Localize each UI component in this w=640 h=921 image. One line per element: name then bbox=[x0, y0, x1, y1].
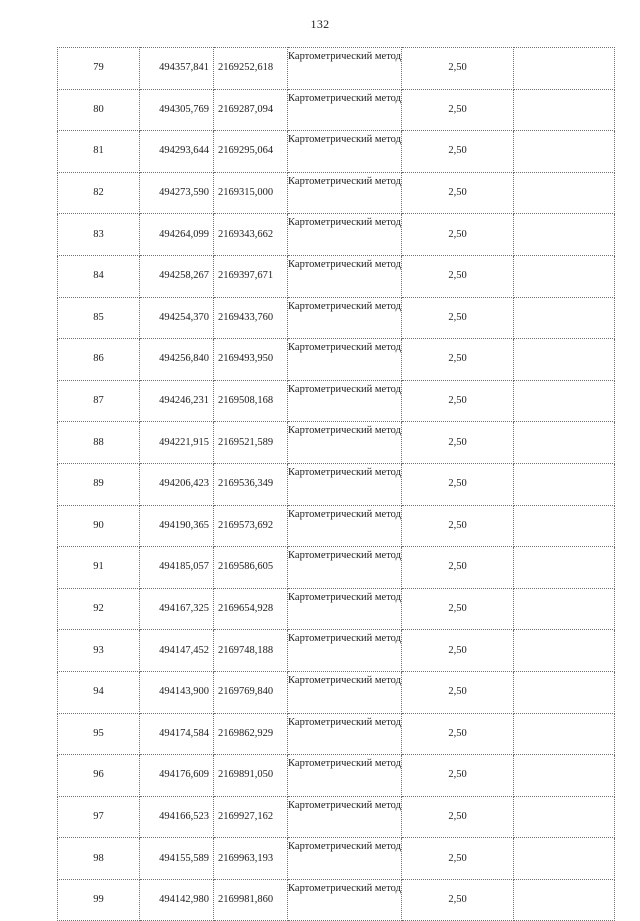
table-row bbox=[58, 463, 615, 505]
note-cell bbox=[514, 297, 615, 339]
point-number-cell: 96 bbox=[58, 755, 140, 797]
accuracy-cell: 2,50 bbox=[402, 755, 514, 797]
x-coordinate-cell: 494143,900 bbox=[140, 671, 214, 713]
table-row bbox=[58, 588, 615, 630]
note-cell bbox=[514, 380, 615, 422]
note-cell bbox=[514, 588, 615, 630]
table-row bbox=[58, 630, 615, 672]
method-cell: Картометрический метод bbox=[288, 547, 402, 589]
y-coordinate-cell: 2169862,929 bbox=[214, 713, 288, 755]
accuracy-cell: 2,50 bbox=[402, 214, 514, 256]
accuracy-cell: 2,50 bbox=[402, 463, 514, 505]
accuracy-cell: 2,50 bbox=[402, 796, 514, 838]
y-coordinate-cell: 2169963,193 bbox=[214, 838, 288, 880]
table-row bbox=[58, 297, 615, 339]
accuracy-cell: 2,50 bbox=[402, 505, 514, 547]
method-cell: Картометрический метод bbox=[288, 422, 402, 464]
note-cell bbox=[514, 339, 615, 381]
note-cell bbox=[514, 505, 615, 547]
accuracy-cell: 2,50 bbox=[402, 339, 514, 381]
method-cell: Картометрический метод bbox=[288, 214, 402, 256]
table-row bbox=[58, 796, 615, 838]
x-coordinate-cell: 494305,769 bbox=[140, 89, 214, 131]
point-number-cell: 97 bbox=[58, 796, 140, 838]
accuracy-cell: 2,50 bbox=[402, 380, 514, 422]
table-row bbox=[58, 422, 615, 464]
y-coordinate-cell: 2169397,671 bbox=[214, 255, 288, 297]
point-number-cell: 80 bbox=[58, 89, 140, 131]
accuracy-cell: 2,50 bbox=[402, 547, 514, 589]
accuracy-cell: 2,50 bbox=[402, 838, 514, 880]
x-coordinate-cell: 494147,452 bbox=[140, 630, 214, 672]
x-coordinate-cell: 494190,365 bbox=[140, 505, 214, 547]
x-coordinate-cell: 494273,590 bbox=[140, 172, 214, 214]
table-row bbox=[58, 755, 615, 797]
accuracy-cell: 2,50 bbox=[402, 48, 514, 90]
page-number: 132 bbox=[310, 17, 330, 31]
note-cell bbox=[514, 755, 615, 797]
y-coordinate-cell: 2169981,860 bbox=[214, 879, 288, 921]
x-coordinate-cell: 494185,057 bbox=[140, 547, 214, 589]
y-coordinate-cell: 2169573,692 bbox=[214, 505, 288, 547]
point-number-cell: 82 bbox=[58, 172, 140, 214]
point-number-cell: 89 bbox=[58, 463, 140, 505]
point-number-cell: 99 bbox=[58, 879, 140, 921]
point-number-cell: 81 bbox=[58, 131, 140, 173]
x-coordinate-cell: 494264,099 bbox=[140, 214, 214, 256]
x-coordinate-cell: 494174,584 bbox=[140, 713, 214, 755]
point-number-cell: 94 bbox=[58, 671, 140, 713]
y-coordinate-cell: 2169315,000 bbox=[214, 172, 288, 214]
point-number-cell: 95 bbox=[58, 713, 140, 755]
x-coordinate-cell: 494246,231 bbox=[140, 380, 214, 422]
note-cell bbox=[514, 214, 615, 256]
point-number-cell: 85 bbox=[58, 297, 140, 339]
table-row bbox=[58, 89, 615, 131]
point-number-cell: 86 bbox=[58, 339, 140, 381]
x-coordinate-cell: 494155,589 bbox=[140, 838, 214, 880]
table-row bbox=[58, 838, 615, 880]
note-cell bbox=[514, 131, 615, 173]
coordinates-table bbox=[57, 47, 615, 921]
note-cell bbox=[514, 463, 615, 505]
method-cell: Картометрический метод bbox=[288, 755, 402, 797]
y-coordinate-cell: 2169536,349 bbox=[214, 463, 288, 505]
note-cell bbox=[514, 879, 615, 921]
note-cell bbox=[514, 796, 615, 838]
table-row bbox=[58, 131, 615, 173]
y-coordinate-cell: 2169508,168 bbox=[214, 380, 288, 422]
method-cell: Картометрический метод bbox=[288, 879, 402, 921]
x-coordinate-cell: 494142,980 bbox=[140, 879, 214, 921]
x-coordinate-cell: 494176,609 bbox=[140, 755, 214, 797]
point-number-cell: 92 bbox=[58, 588, 140, 630]
x-coordinate-cell: 494206,423 bbox=[140, 463, 214, 505]
method-cell: Картометрический метод bbox=[288, 297, 402, 339]
table-row bbox=[58, 879, 615, 921]
method-cell: Картометрический метод bbox=[288, 380, 402, 422]
table-row bbox=[58, 214, 615, 256]
x-coordinate-cell: 494166,523 bbox=[140, 796, 214, 838]
table-row bbox=[58, 255, 615, 297]
y-coordinate-cell: 2169927,162 bbox=[214, 796, 288, 838]
y-coordinate-cell: 2169433,760 bbox=[214, 297, 288, 339]
accuracy-cell: 2,50 bbox=[402, 297, 514, 339]
method-cell: Картометрический метод bbox=[288, 671, 402, 713]
point-number-cell: 79 bbox=[58, 48, 140, 90]
method-cell: Картометрический метод bbox=[288, 588, 402, 630]
point-number-cell: 90 bbox=[58, 505, 140, 547]
y-coordinate-cell: 2169295,064 bbox=[214, 131, 288, 173]
note-cell bbox=[514, 422, 615, 464]
note-cell bbox=[514, 838, 615, 880]
note-cell bbox=[514, 547, 615, 589]
method-cell: Картометрический метод bbox=[288, 838, 402, 880]
table-row bbox=[58, 505, 615, 547]
table-row bbox=[58, 339, 615, 381]
method-cell: Картометрический метод bbox=[288, 463, 402, 505]
table-row bbox=[58, 713, 615, 755]
method-cell: Картометрический метод bbox=[288, 505, 402, 547]
method-cell: Картометрический метод bbox=[288, 172, 402, 214]
y-coordinate-cell: 2169493,950 bbox=[214, 339, 288, 381]
coordinates-table-body bbox=[58, 48, 615, 921]
accuracy-cell: 2,50 bbox=[402, 422, 514, 464]
method-cell: Картометрический метод bbox=[288, 255, 402, 297]
y-coordinate-cell: 2169769,840 bbox=[214, 671, 288, 713]
method-cell: Картометрический метод bbox=[288, 89, 402, 131]
y-coordinate-cell: 2169891,050 bbox=[214, 755, 288, 797]
accuracy-cell: 2,50 bbox=[402, 588, 514, 630]
y-coordinate-cell: 2169748,188 bbox=[214, 630, 288, 672]
note-cell bbox=[514, 48, 615, 90]
method-cell: Картометрический метод bbox=[288, 796, 402, 838]
note-cell bbox=[514, 671, 615, 713]
accuracy-cell: 2,50 bbox=[402, 89, 514, 131]
x-coordinate-cell: 494254,370 bbox=[140, 297, 214, 339]
method-cell: Картометрический метод bbox=[288, 131, 402, 173]
x-coordinate-cell: 494293,644 bbox=[140, 131, 214, 173]
note-cell bbox=[514, 255, 615, 297]
point-number-cell: 84 bbox=[58, 255, 140, 297]
table-row bbox=[58, 671, 615, 713]
table-row bbox=[58, 547, 615, 589]
point-number-cell: 91 bbox=[58, 547, 140, 589]
method-cell: Картометрический метод bbox=[288, 713, 402, 755]
point-number-cell: 87 bbox=[58, 380, 140, 422]
accuracy-cell: 2,50 bbox=[402, 255, 514, 297]
y-coordinate-cell: 2169287,094 bbox=[214, 89, 288, 131]
x-coordinate-cell: 494256,840 bbox=[140, 339, 214, 381]
note-cell bbox=[514, 172, 615, 214]
x-coordinate-cell: 494167,325 bbox=[140, 588, 214, 630]
accuracy-cell: 2,50 bbox=[402, 879, 514, 921]
point-number-cell: 98 bbox=[58, 838, 140, 880]
table-row bbox=[58, 380, 615, 422]
y-coordinate-cell: 2169343,662 bbox=[214, 214, 288, 256]
method-cell: Картометрический метод bbox=[288, 339, 402, 381]
point-number-cell: 83 bbox=[58, 214, 140, 256]
accuracy-cell: 2,50 bbox=[402, 172, 514, 214]
x-coordinate-cell: 494258,267 bbox=[140, 255, 214, 297]
x-coordinate-cell: 494221,915 bbox=[140, 422, 214, 464]
accuracy-cell: 2,50 bbox=[402, 131, 514, 173]
accuracy-cell: 2,50 bbox=[402, 713, 514, 755]
x-coordinate-cell: 494357,841 bbox=[140, 48, 214, 90]
accuracy-cell: 2,50 bbox=[402, 630, 514, 672]
point-number-cell: 93 bbox=[58, 630, 140, 672]
method-cell: Картометрический метод bbox=[288, 630, 402, 672]
y-coordinate-cell: 2169654,928 bbox=[214, 588, 288, 630]
accuracy-cell: 2,50 bbox=[402, 671, 514, 713]
point-number-cell: 88 bbox=[58, 422, 140, 464]
note-cell bbox=[514, 89, 615, 131]
y-coordinate-cell: 2169586,605 bbox=[214, 547, 288, 589]
note-cell bbox=[514, 713, 615, 755]
table-row bbox=[58, 48, 615, 90]
method-cell: Картометрический метод bbox=[288, 48, 402, 90]
y-coordinate-cell: 2169252,618 bbox=[214, 48, 288, 90]
table-row bbox=[58, 172, 615, 214]
y-coordinate-cell: 2169521,589 bbox=[214, 422, 288, 464]
note-cell bbox=[514, 630, 615, 672]
